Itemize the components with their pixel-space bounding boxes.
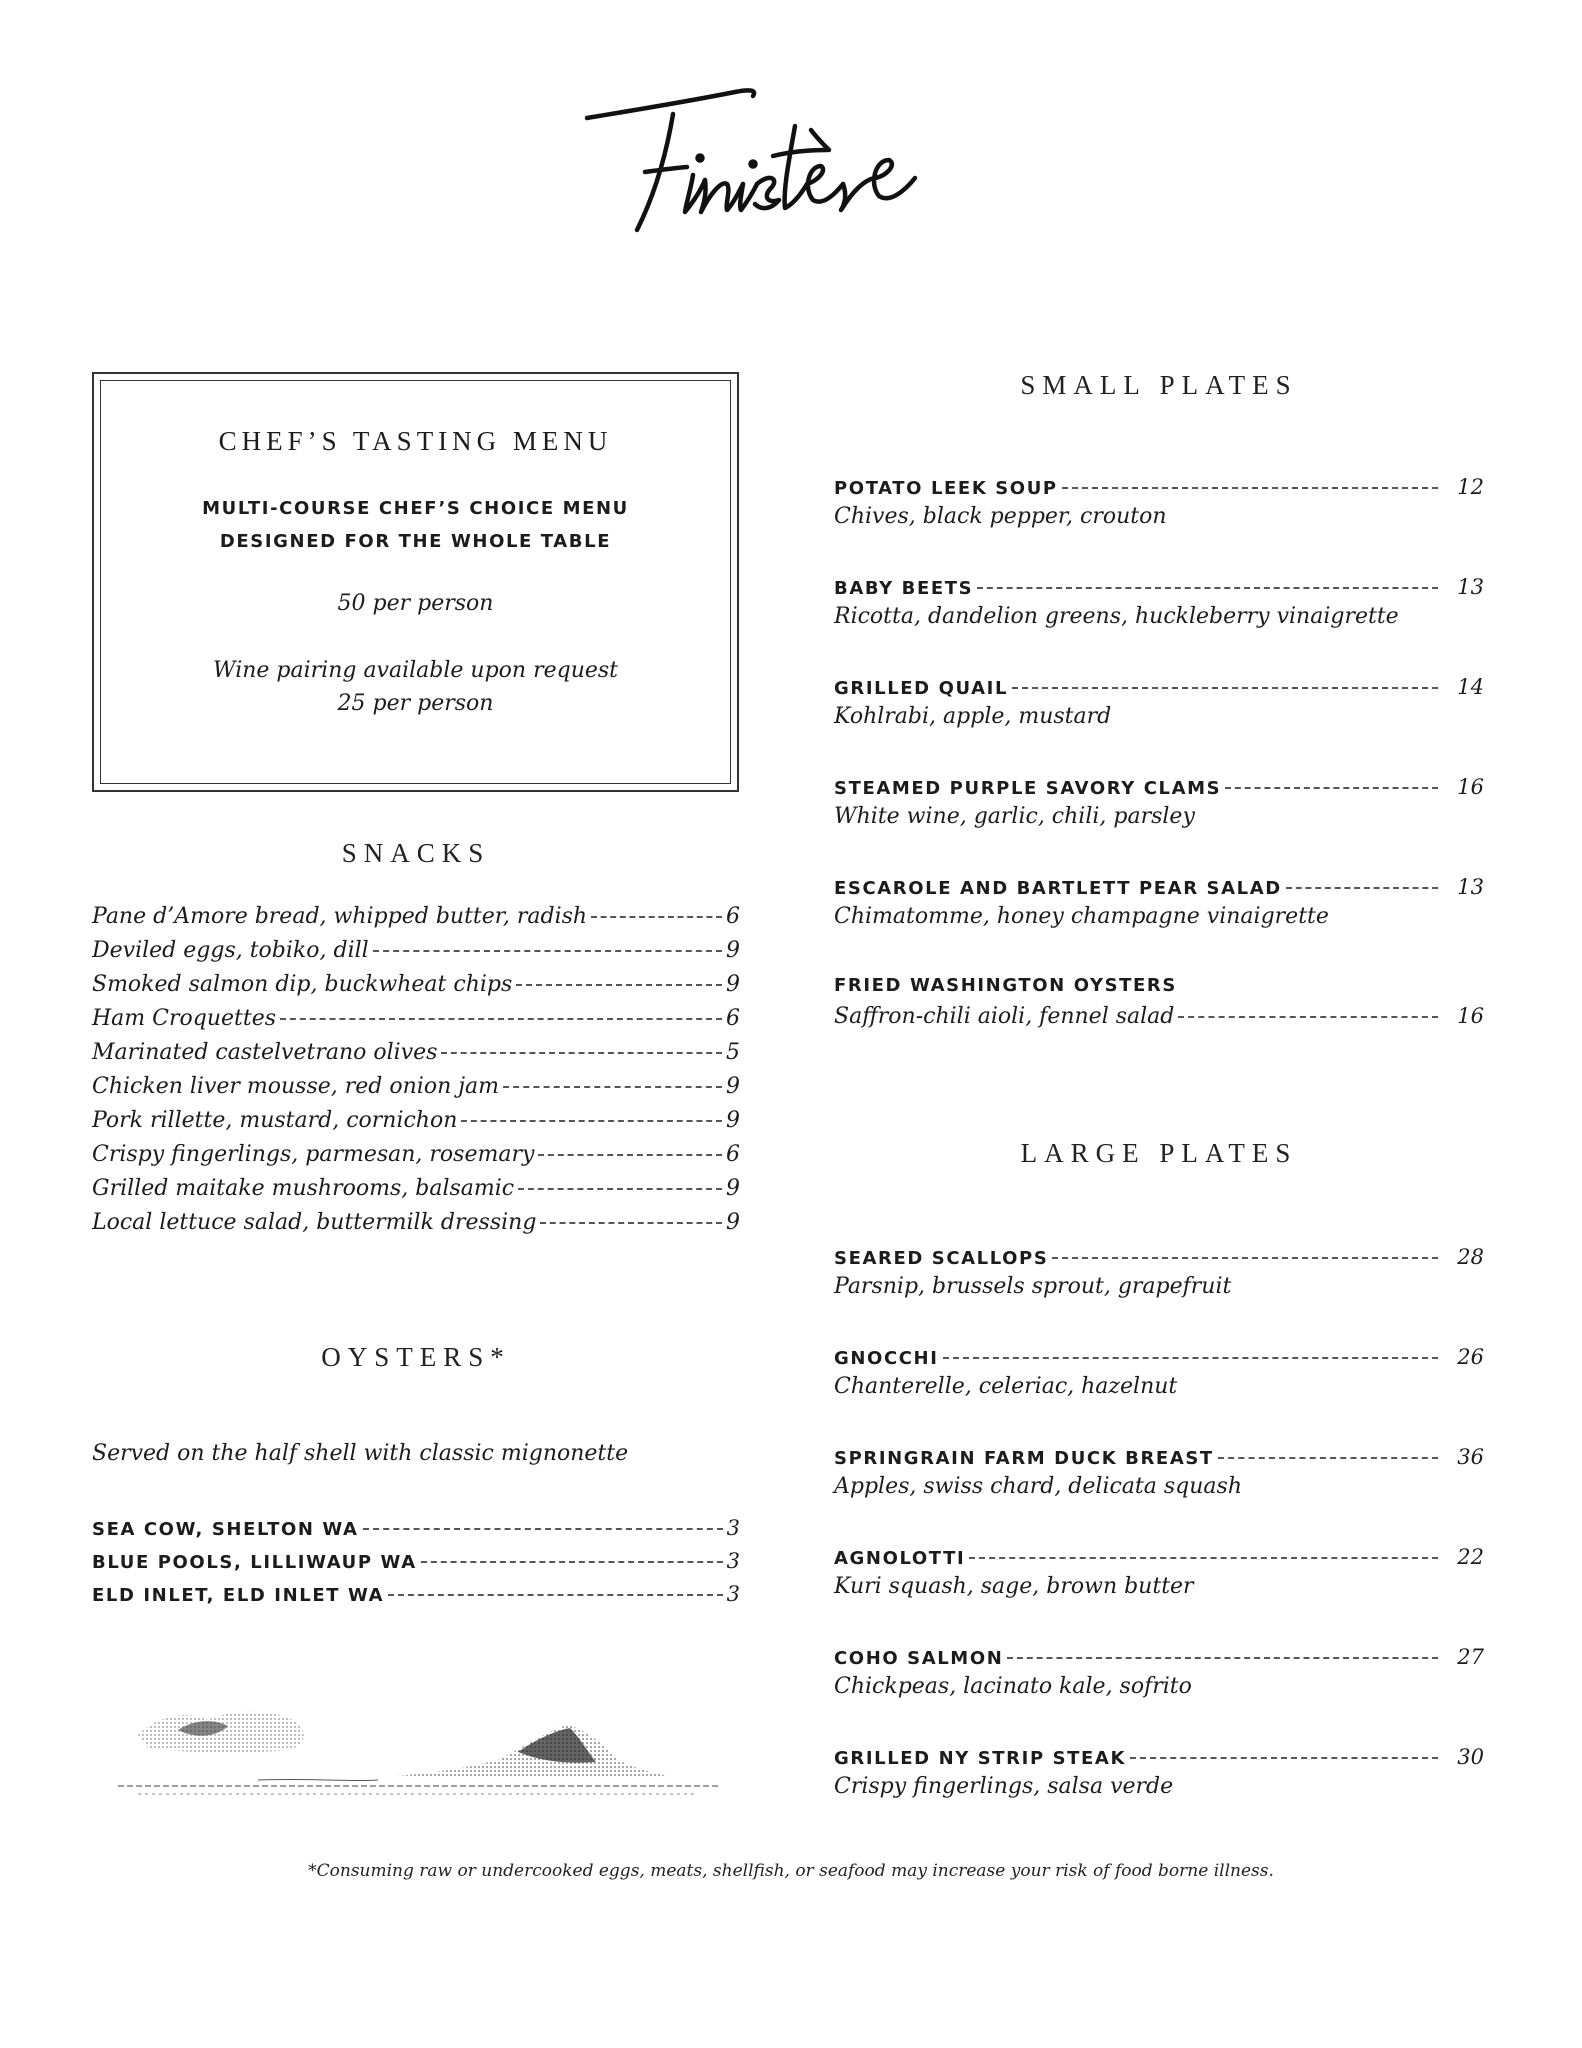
oyster-item [92,1516,740,1540]
plate-description: Apples, swiss chard, delicata squash [834,1474,1242,1499]
wine-pairing-price: 25 per person [337,691,494,716]
tasting-menu-price: 50 per person [337,591,494,616]
leader-line [538,1154,722,1156]
snack-item [92,1040,740,1065]
leader-line [1012,687,1438,689]
snack-name: Grilled maitake mushrooms, balsamic [92,1176,515,1201]
plate-description: Chickpeas, lacinato kale, sofrito [834,1674,1192,1699]
oyster-price: 3 [726,1582,740,1606]
plate-name: ESCAROLE AND BARTLETT PEAR SALAD [834,878,1282,899]
leader-line [591,916,722,918]
snack-name: Pork rillette, mustard, cornichon [92,1108,458,1133]
leader-line [503,1086,722,1088]
large-plate-item [834,1745,1484,1769]
plate-description: Chives, black pepper, crouton [834,504,1167,529]
small-plate-item [834,675,1484,699]
wine-pairing-text: Wine pairing available upon request [212,658,619,683]
small-plate-item [834,975,1484,996]
large-plate-item [834,1245,1484,1269]
plate-price: 28 [1457,1245,1484,1269]
snack-item [92,972,740,997]
plate-price: 30 [1457,1745,1484,1769]
food-safety-footnote: *Consuming raw or undercooked eggs, meats, shellfish, or seafood may increase your risk of food borne illness. [308,1861,1274,1881]
snack-item [92,938,740,963]
leader-line [1225,787,1438,789]
snacks-heading: SNACKS [341,838,491,868]
oysters-heading: OYSTERS* [321,1342,511,1372]
snack-name: Chicken liver mousse, red onion jam [92,1074,500,1099]
leader-line [1286,887,1438,889]
snack-name: Ham Croquettes [92,1006,277,1031]
plate-price: 26 [1457,1345,1484,1369]
leader-line [363,1528,723,1530]
leader-line [1218,1457,1438,1459]
snack-item [92,1142,740,1167]
snack-item [92,1210,740,1235]
plate-price: 16 [1457,775,1484,799]
plate-description: Kohlrabi, apple, mustard [834,704,1112,729]
leader-line [1178,1016,1438,1018]
small-plate-item [834,575,1484,599]
large-plate-item [834,1345,1484,1369]
plate-name: POTATO LEEK SOUP [834,478,1058,499]
snack-price: 9 [726,938,740,963]
plate-description: Chimatomme, honey champagne vinaigrette [834,904,1329,929]
plate-price: 13 [1457,875,1484,899]
plate-name: BABY BEETS [834,578,974,599]
snack-price: 9 [726,1108,740,1133]
snack-price: 6 [726,904,740,929]
leader-line [421,1561,723,1563]
leader-line [516,984,722,986]
small-plate-item [834,775,1484,799]
plate-name: AGNOLOTTI [834,1548,966,1569]
leader-line [943,1357,1438,1359]
snack-price: 9 [726,1074,740,1099]
tasting-menu-subtitle-line2: DESIGNED FOR THE WHOLE TABLE [219,531,612,552]
oyster-price: 3 [726,1516,740,1540]
plate-description: Ricotta, dandelion greens, huckleberry vinaigrette [834,604,1399,629]
plate-description: Crispy fingerlings, salsa verde [834,1774,1174,1799]
snack-price: 6 [726,1006,740,1031]
snack-name: Crispy fingerlings, parmesan, rosemary [92,1142,535,1167]
plate-price: 16 [1457,1004,1484,1028]
restaurant-logo [575,80,1005,245]
plate-name: GNOCCHI [834,1348,939,1369]
snack-item [92,904,740,929]
plate-name: COHO SALMON [834,1648,1004,1669]
leader-line [518,1188,722,1190]
snack-item [92,1108,740,1133]
plate-name: FRIED WASHINGTON OYSTERS [834,975,1177,996]
coastal-landscape-illustration [118,1690,718,1805]
snack-name: Local lettuce salad, buttermilk dressing [92,1210,537,1235]
snack-item [92,1074,740,1099]
leader-line [1062,487,1438,489]
tasting-menu-title: CHEF’S TASTING MENU [218,426,613,456]
snack-price: 5 [726,1040,740,1065]
leader-line [1130,1757,1438,1759]
oysters-intro: Served on the half shell with classic mignonette [92,1441,629,1466]
small-plates-heading: SMALL PLATES [1020,370,1298,400]
plate-description: Kuri squash, sage, brown butter [834,1574,1194,1599]
oyster-name: SEA COW, SHELTON WA [92,1519,359,1540]
leader-line [441,1052,722,1054]
small-plate-item [834,475,1484,499]
leader-line [977,587,1438,589]
plate-price: 22 [1457,1545,1484,1569]
tasting-menu-subtitle-line1: MULTI-COURSE CHEF’S CHOICE MENU [202,498,629,519]
leader-line [373,950,722,952]
plate-price: 14 [1457,675,1484,699]
plate-description: Chanterelle, celeriac, hazelnut [834,1374,1178,1399]
plate-price: 27 [1457,1645,1484,1669]
large-plate-item [834,1645,1484,1669]
leader-line [388,1594,722,1596]
large-plates-heading: LARGE PLATES [1020,1138,1298,1168]
plate-price: 13 [1457,575,1484,599]
snack-name: Smoked salmon dip, buckwheat chips [92,972,513,997]
plate-name: GRILLED NY STRIP STEAK [834,1748,1127,1769]
plate-description: Parsnip, brussels sprout, grapefruit [834,1274,1232,1299]
leader-line [461,1120,722,1122]
oyster-name: ELD INLET, ELD INLET WA [92,1585,385,1606]
large-plate-item [834,1545,1484,1569]
snack-item [92,1006,740,1031]
oyster-name: BLUE POOLS, LILLIWAUP WA [92,1552,417,1573]
leader-line [540,1222,722,1224]
plate-price: 12 [1457,475,1484,499]
plate-price: 36 [1457,1445,1484,1469]
snack-item [92,1176,740,1201]
plate-description-row [834,1004,1484,1029]
leader-line [1007,1657,1438,1659]
small-plate-item [834,875,1484,899]
leader-line [969,1557,1438,1559]
snack-price: 6 [726,1142,740,1167]
oyster-item [92,1549,740,1573]
plate-name: STEAMED PURPLE SAVORY CLAMS [834,778,1222,799]
oyster-price: 3 [726,1549,740,1573]
snack-name: Marinated castelvetrano olives [92,1040,438,1065]
plate-description: Saffron-chili aioli, fennel salad [834,1004,1175,1029]
leader-line [1052,1257,1438,1259]
plate-name: SEARED SCALLOPS [834,1248,1049,1269]
snack-price: 9 [726,1176,740,1201]
plate-name: SPRINGRAIN FARM DUCK BREAST [834,1448,1214,1469]
chefs-tasting-menu-box [92,372,739,792]
large-plate-item [834,1445,1484,1469]
snack-price: 9 [726,1210,740,1235]
snack-name: Deviled eggs, tobiko, dill [92,938,369,963]
plate-description: White wine, garlic, chili, parsley [834,804,1195,829]
oyster-item [92,1582,740,1606]
snack-price: 9 [726,972,740,997]
snack-name: Pane d’Amore bread, whipped butter, radish [92,904,588,929]
plate-name: GRILLED QUAIL [834,678,1009,699]
leader-line [280,1018,722,1020]
